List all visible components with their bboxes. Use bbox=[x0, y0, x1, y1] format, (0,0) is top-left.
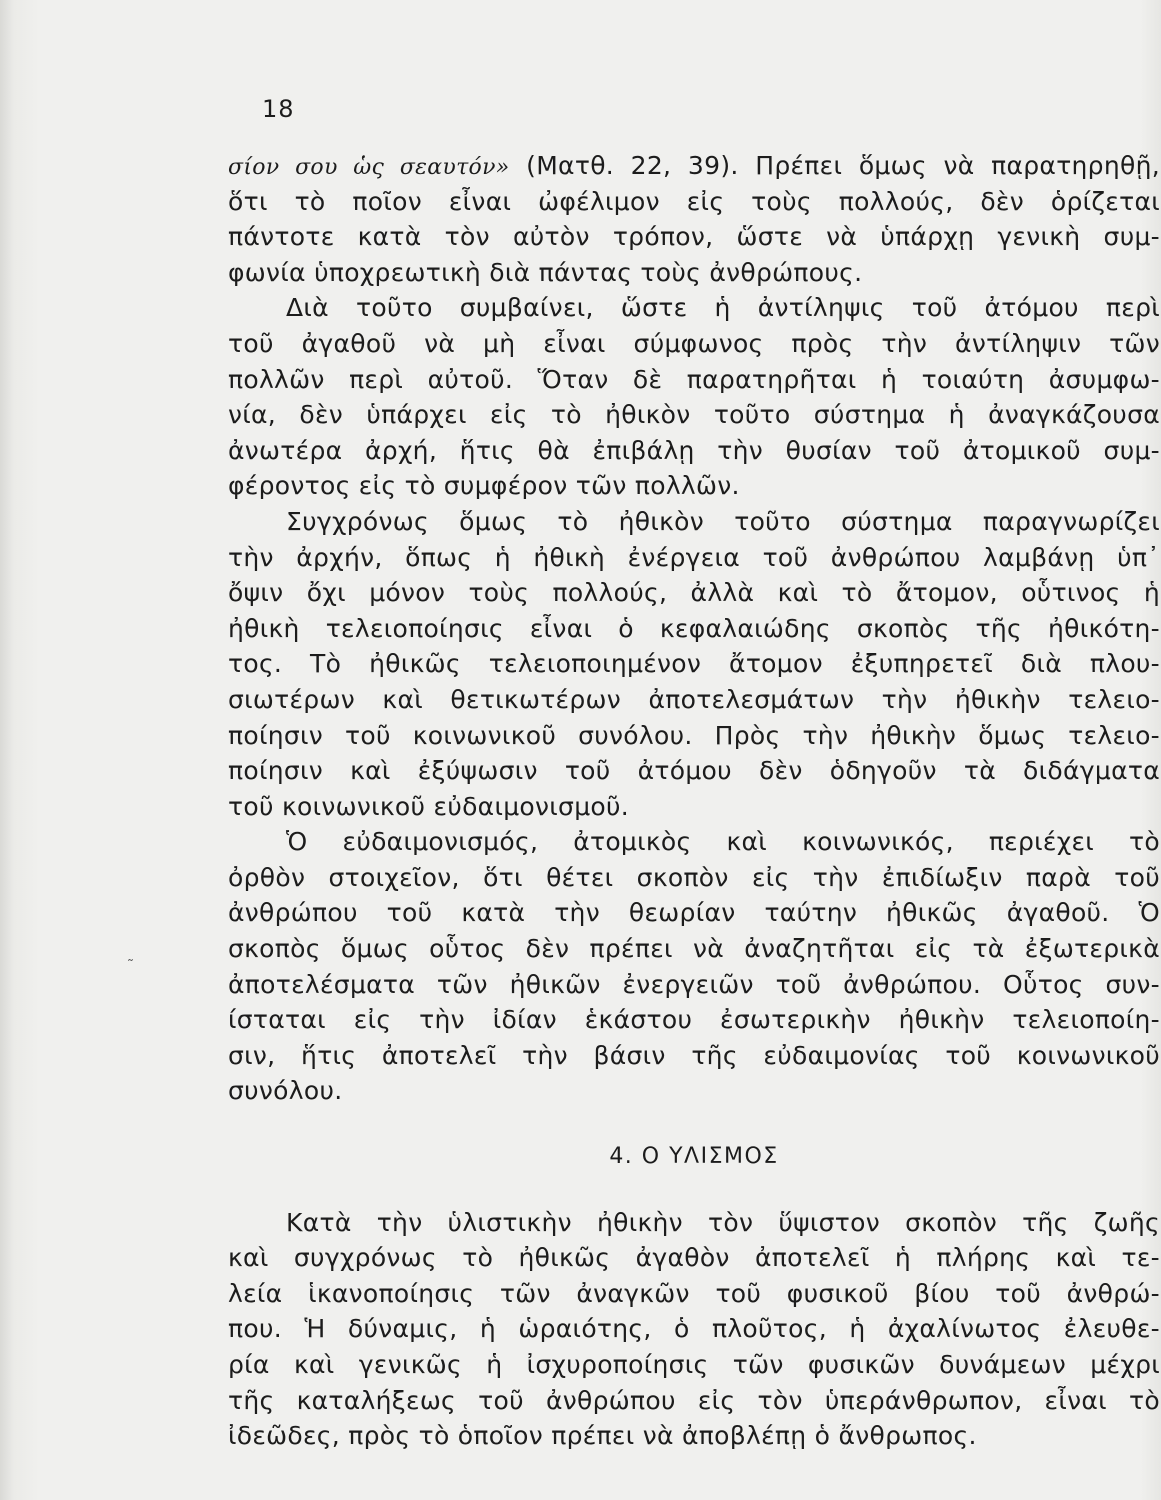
text-line: ποίησιν τοῦ κοινωνικοῦ συνόλου. Πρὸς τὴν ἠθικὴν ὅμως τελειο- bbox=[228, 720, 1160, 750]
text-line: λεία ἱκανοποίησις τῶν ἀναγκῶν τοῦ φυσικοῦ βίου τοῦ ἀνθρώ- bbox=[228, 1278, 1160, 1308]
text-line: ἀνθρώπου τοῦ κατὰ τὴν θεωρίαν ταύτην ἠθικῶς ἀγαθοῦ. Ὁ bbox=[228, 898, 1160, 928]
text-line: τοῦ κοινωνικοῦ εὐδαιμονισμοῦ. bbox=[228, 791, 630, 821]
text-line: πάντοτε κατὰ τὸν αὐτὸν τρόπον, ὥστε νὰ ὑπάρχῃ γενικὴ συμ- bbox=[228, 222, 1160, 252]
text-line: νία, δὲν ὑπάρχει εἰς τὸ ἠθικὸν τοῦτο σύστημα ἡ ἀναγκάζουσα bbox=[228, 400, 1160, 430]
page-number: 18 bbox=[262, 95, 295, 123]
paragraph-1 bbox=[228, 148, 1160, 290]
text-line: ὀρθὸν στοιχεῖον, ὅτι θέτει σκοπὸν εἰς τὴν ἐπιδίωξιν παρὰ τοῦ bbox=[228, 862, 1160, 892]
scripture-quote: σίον σου ὡς σεαυτόν» bbox=[228, 155, 510, 180]
text-line: ἀνωτέρα ἀρχή, ἥτις θὰ ἐπιβάλῃ τὴν θυσίαν τοῦ ἀτομικοῦ συμ- bbox=[228, 435, 1160, 465]
text-line: ἰδεῶδες, πρὸς τὸ ὁποῖον πρέπει νὰ ἀποβλέπῃ ὁ ἄνθρωπος. bbox=[228, 1421, 977, 1451]
paragraph-3 bbox=[228, 504, 1160, 824]
text-line: Ὁ εὐδαιμονισμός, ἀτομικὸς καὶ κοινωνικός, περιέχει τὸ bbox=[286, 827, 1160, 857]
section-heading: 4. Ο ΥΛΙΣΜΟΣ bbox=[609, 1144, 779, 1170]
text-line: Συγχρόνως ὅμως τὸ ἠθικὸν τοῦτο σύστημα παραγνωρίζει bbox=[286, 506, 1160, 536]
paragraph-4 bbox=[228, 824, 1160, 1109]
text-line-rest: (Ματθ. 22, 39). Πρέπει ὅμως νὰ παρατηρηθῇ, bbox=[509, 151, 1160, 180]
text-line: ἠθικὴ τελειοποίησις εἶναι ὁ κεφαλαιώδης σκοπὸς τῆς ἠθικότη- bbox=[228, 613, 1160, 643]
paragraph-2 bbox=[228, 290, 1160, 504]
page-body bbox=[228, 148, 1160, 1454]
text-line: τῆς καταλήξεως τοῦ ἀνθρώπου εἰς τὸν ὑπεράνθρωπον, εἶναι τὸ bbox=[228, 1385, 1160, 1415]
text-line: που. Ἡ δύναμις, ἡ ὡραιότης, ὁ πλοῦτος, ἡ ἀχαλίνωτος ἐλευθε- bbox=[228, 1314, 1160, 1344]
text-line: τοῦ ἀγαθοῦ νὰ μὴ εἶναι σύμφωνος πρὸς τὴν ἀντίληψιν τῶν bbox=[228, 328, 1160, 358]
text-line: ἀποτελέσματα τῶν ἠθικῶν ἐνεργειῶν τοῦ ἀνθρώπου. Οὗτος συν- bbox=[228, 969, 1160, 999]
text-line: ὄψιν ὄχι μόνον τοὺς πολλούς, ἀλλὰ καὶ τὸ ἄτομον, οὗτινος ἡ bbox=[228, 578, 1160, 608]
text-line: συνόλου. bbox=[228, 1076, 343, 1106]
text-line: τὴν ἀρχήν, ὅπως ἡ ἠθικὴ ἐνέργεια τοῦ ἀνθρώπου λαμβάνῃ ὑπ᾽ bbox=[228, 542, 1160, 572]
text-line: σκοπὸς ὅμως οὗτος δὲν πρέπει νὰ ἀναζητῆται εἰς τὰ ἐξωτερικὰ bbox=[228, 934, 1160, 964]
text-line: σιν, ἥτις ἀποτελεῖ τὴν βάσιν τῆς εὐδαιμονίας τοῦ κοινωνικοῦ bbox=[228, 1040, 1160, 1070]
text-line bbox=[228, 148, 1160, 184]
text-line: σιωτέρων καὶ θετικωτέρων ἀποτελεσμάτων τὴν ἠθικὴν τελειο- bbox=[228, 684, 1160, 714]
text-line: Κατὰ τὴν ὑλιστικὴν ἠθικὴν τὸν ὕψιστον σκοπὸν τῆς ζωῆς bbox=[286, 1207, 1160, 1237]
text-line: ρία καὶ γενικῶς ἡ ἰσχυροποίησις τῶν φυσικῶν δυνάμεων μέχρι bbox=[228, 1350, 1160, 1379]
text-line: ίσταται εἰς τὴν ἰδίαν ἑκάστου ἐσωτερικὴν ἠθικὴν τελειοποίη- bbox=[228, 1005, 1160, 1035]
text-line: ὅτι τὸ ποῖον εἶναι ὠφέλιμον εἰς τοὺς πολλούς, δὲν ὁρίζεται bbox=[228, 186, 1160, 216]
text-line: ποίησιν καὶ ἐξύψωσιν τοῦ ἀτόμου δὲν ὁδηγοῦν τὰ διδάγματα bbox=[228, 756, 1160, 786]
paragraph-5 bbox=[228, 1205, 1160, 1454]
text-line: τος. Τὸ ἠθικῶς τελειοποιημένον ἄτομον ἐξυπηρετεῖ διὰ πλου- bbox=[228, 649, 1160, 679]
text-line: καὶ συγχρόνως τὸ ἠθικῶς ἀγαθὸν ἀποτελεῖ ἡ πλήρης καὶ τε- bbox=[228, 1243, 1160, 1273]
scan-speck: ˜ bbox=[127, 958, 134, 974]
text-line: φωνία ὑποχρεωτικὴ διὰ πάντας τοὺς ἀνθρώπους. bbox=[228, 257, 863, 287]
text-line: Διὰ τοῦτο συμβαίνει, ὥστε ἡ ἀντίληψις τοῦ ἀτόμου περὶ bbox=[286, 293, 1160, 323]
text-line: πολλῶν περὶ αὐτοῦ. Ὅταν δὲ παρατηρῆται ἡ τοιαύτη ἀσυμφω- bbox=[228, 364, 1160, 394]
text-line: φέροντος εἰς τὸ συμφέρον τῶν πολλῶν. bbox=[228, 471, 740, 501]
